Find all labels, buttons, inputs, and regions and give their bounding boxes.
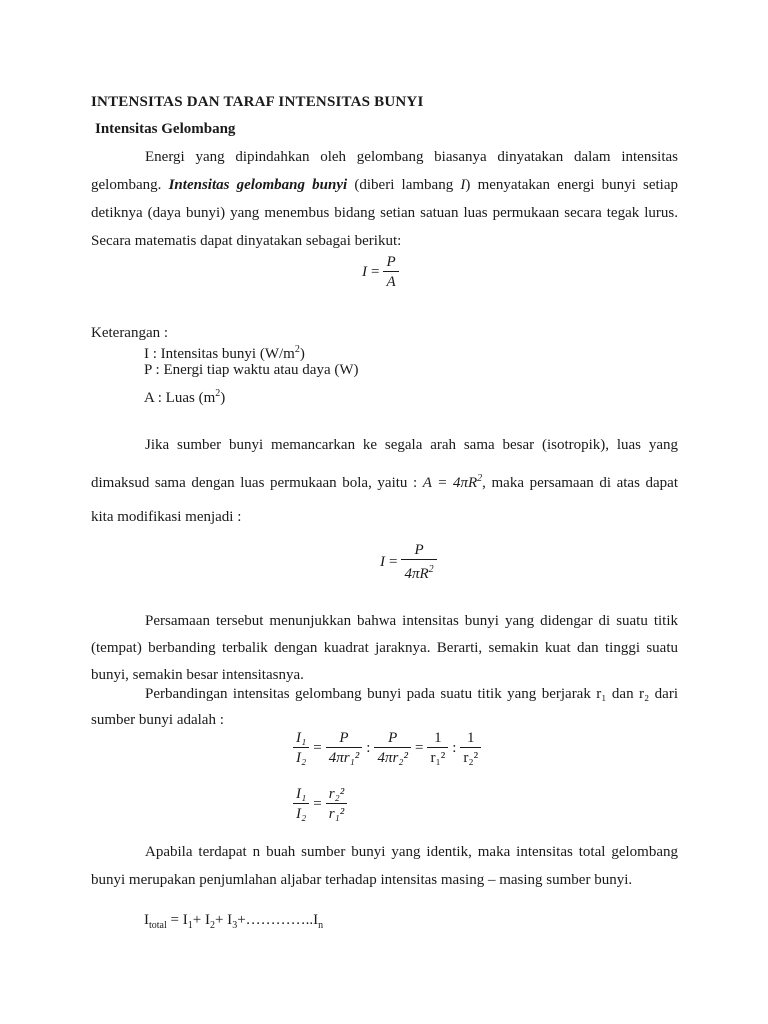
p1-emphasis: Intensitas gelombang bunyi [168, 177, 348, 193]
f1-eq: = [371, 263, 380, 280]
p1-line1: Energi yang dipindahkan oleh gelombang biasanya dinyatakan dalam intensitas [145, 149, 678, 165]
paragraph-total [91, 838, 678, 894]
f4-b-num: r₂² [326, 785, 348, 804]
p3-line3: bunyi, semakin besar intensitasnya. [91, 667, 304, 683]
f3-c-num: P [374, 729, 411, 748]
p2-line3: kita modifikasi menjadi : [91, 509, 242, 525]
p2-line2-end: , maka persamaan di atas dapat [482, 475, 678, 491]
f3-e-num: 1 [460, 729, 481, 748]
p5-line1: Apabila terdapat n buah sumber bunyi yang identik, maka intensitas total gelombang [145, 844, 678, 860]
formula-intensity [362, 253, 399, 292]
keterangan-a: A : Luas $(m^2)$ [144, 388, 226, 406]
paragraph-isotropic [91, 428, 678, 534]
p1-line2-end: ) menyatakan energi bunyi setiap [465, 177, 678, 193]
paragraph-comparison [91, 681, 678, 733]
formula-total-intensity: $I_{total} = I_1+ I_2+$ $I_3+\dots\dots\dots\dots..I_n$ [144, 912, 324, 931]
f3-e-den: r₂² [463, 750, 479, 766]
p1-line4: Secara matematis dapat dinyatakan sebagai berikut: [91, 233, 402, 249]
keterangan-p: P : Energi tiap waktu atau daya (W) [144, 362, 359, 378]
f3-b-den: 4πr₁² [328, 750, 360, 766]
paragraph-intro [91, 143, 678, 255]
f1-den: A [386, 274, 396, 290]
p3-line2: (tempat) berbanding terbalik dengan kuadrat jaraknya. Berarti, semakin kuat dan tinggi suatu [91, 640, 678, 656]
keterangan-label: Keterangan : [91, 325, 169, 341]
f3-eq2: = [415, 739, 424, 756]
p1-line2-mid: (diberi lambang [347, 177, 461, 193]
f3-a-num: I₁ [293, 729, 309, 748]
f3-d-num: 1 [427, 729, 448, 748]
paragraph-inverse-square [91, 608, 678, 689]
f4-b-den: r₁² [328, 806, 345, 822]
p1-line3: detiknya (daya bunyi) yang menembus bidang setian satuan luas permukaan secara tegak lurus. [91, 205, 678, 221]
f2-lhs: I [380, 553, 385, 570]
p2-line2-start: dimaksud sama dengan luas permukaan bola, yaitu : [91, 475, 423, 491]
p1-symbol: I [460, 177, 466, 193]
p4-line2: sumber bunyi adalah : [91, 712, 224, 728]
p4-line1: Perbandingan intensitas gelombang bunyi pada suatu titik yang berjarak r₁ dan r₂ dari [145, 686, 678, 702]
f4-eq: = [313, 795, 322, 812]
f1-lhs: I [362, 263, 367, 280]
section-heading: Intensitas Gelombang [95, 121, 236, 137]
formula-intensity-sphere [380, 541, 437, 584]
f1-num: P [383, 253, 398, 272]
f3-eq: = [313, 739, 322, 756]
f3-colon2: : [452, 739, 457, 756]
p5-line2: bunyi merupakan penjumlahan aljabar terhadap intensitas masing – masing sumber bunyi. [91, 872, 633, 888]
f3-colon: : [366, 739, 371, 756]
f3-c-den: 4πr₂² [377, 750, 409, 766]
f2-num: P [401, 541, 436, 560]
f2-eq: = [389, 553, 398, 570]
p3-line1: Persamaan tersebut menunjukkan bahwa intensitas bunyi yang didengar di suatu titik [145, 613, 678, 629]
f3-d-den: r₁² [430, 750, 446, 766]
keterangan-i: I : Intensitas bunyi $(W/m^2)$ [144, 344, 305, 362]
f4-a-den: I₂ [296, 806, 307, 822]
f2-den: $4\pi R^2$ [404, 564, 434, 582]
f3-a-den: I₂ [296, 750, 307, 766]
formula-ratio [293, 729, 481, 768]
page-title: INTENSITAS DAN TARAF INTENSITAS BUNYI [91, 94, 424, 110]
formula-ratio-simplified [293, 785, 347, 824]
f3-b-num: P [326, 729, 363, 748]
p2-line1: Jika sumber bunyi memancarkan ke segala arah sama besar (isotropik), luas yang [145, 437, 678, 453]
p2-inline-formula: $A = 4\pi R^2$ [422, 473, 483, 491]
p1-line2-start: gelombang. [91, 177, 169, 193]
f4-a-num: I₁ [293, 785, 309, 804]
